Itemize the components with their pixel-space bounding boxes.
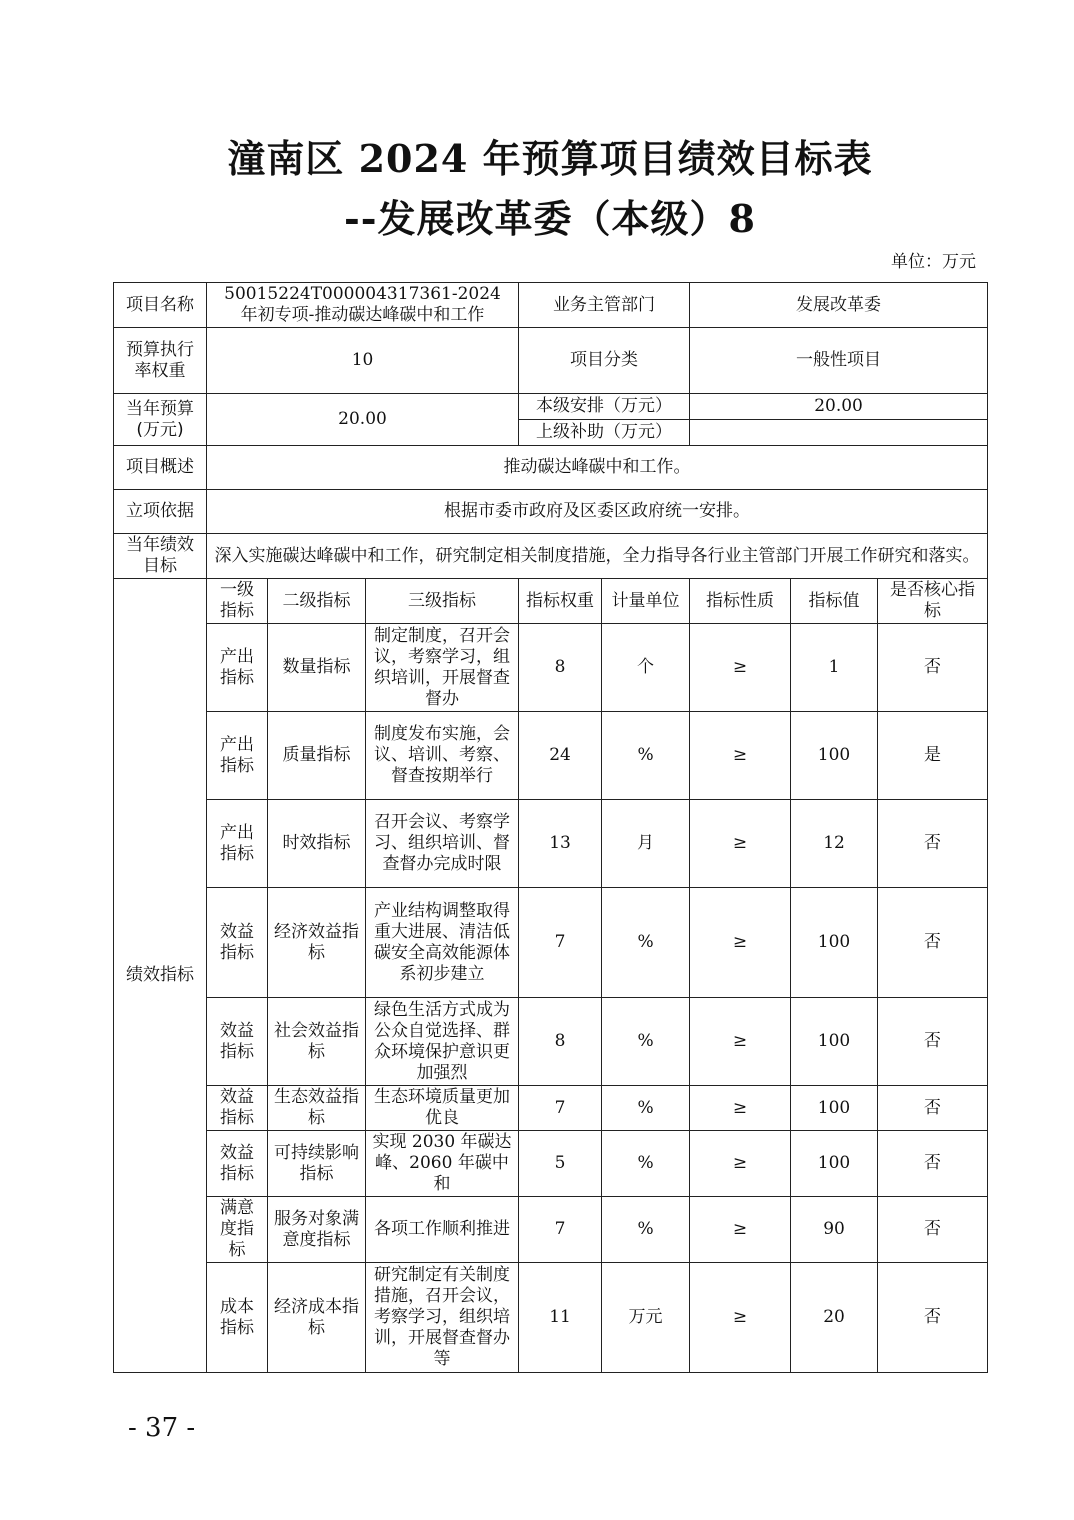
row-level3: 各项工作顺利推进 — [366, 1197, 519, 1263]
row-weight: 13 — [519, 800, 602, 888]
header-unit: 计量单位 — [602, 579, 690, 624]
table-row — [114, 1197, 988, 1263]
row-unit: % — [602, 1197, 690, 1263]
row-value: 100 — [791, 1086, 878, 1131]
category-value: 一般性项目 — [690, 328, 988, 394]
row-level1: 满意度指标 — [207, 1197, 268, 1263]
row-value: 100 — [791, 1131, 878, 1197]
row-level3: 制度发布实施，会议、培训、考察、督查按期举行 — [366, 712, 519, 800]
row-nature: ≥ — [690, 1263, 791, 1373]
row-core: 否 — [878, 1131, 988, 1197]
page-number: - 37 - — [128, 1413, 196, 1443]
table-row — [114, 1131, 988, 1197]
row-value: 20 — [791, 1263, 878, 1373]
local-value: 20.00 — [690, 394, 988, 420]
row-nature: ≥ — [690, 1086, 791, 1131]
weight-label: 预算执行率权重 — [114, 328, 207, 394]
row-unit: 个 — [602, 624, 690, 712]
row-level2: 服务对象满意度指标 — [268, 1197, 366, 1263]
budget-label: 当年预算(万元) — [114, 394, 207, 446]
table-row — [114, 998, 988, 1086]
row-level2: 社会效益指标 — [268, 998, 366, 1086]
header-level1: 一级指标 — [207, 579, 268, 624]
header-weight: 指标权重 — [519, 579, 602, 624]
row-level1: 效益指标 — [207, 1131, 268, 1197]
row-level1: 效益指标 — [207, 1086, 268, 1131]
table-row — [114, 624, 988, 712]
row-level2: 数量指标 — [268, 624, 366, 712]
row-level1: 产出指标 — [207, 712, 268, 800]
row-unit: 月 — [602, 800, 690, 888]
goal-label: 当年绩效目标 — [114, 534, 207, 579]
row-unit: % — [602, 712, 690, 800]
page-title-line2: --发展改革委（本级）8 — [344, 196, 756, 241]
row-level1: 效益指标 — [207, 998, 268, 1086]
table-row — [114, 888, 988, 998]
project-name-label: 项目名称 — [114, 283, 207, 328]
row-level1: 产出指标 — [207, 624, 268, 712]
row-nature: ≥ — [690, 800, 791, 888]
row-weight: 7 — [519, 888, 602, 998]
row-level3: 绿色生活方式成为公众自觉选择、群众环境保护意识更加强烈 — [366, 998, 519, 1086]
category-label: 项目分类 — [519, 328, 690, 394]
row-unit: % — [602, 998, 690, 1086]
header-level2: 二级指标 — [268, 579, 366, 624]
row-level3: 制定制度，召开会议，考察学习，组织培训，开展督查督办 — [366, 624, 519, 712]
row-level2: 可持续影响指标 — [268, 1131, 366, 1197]
row-value: 100 — [791, 888, 878, 998]
project-name-value: 50015224T000004317361-2024 年初专项-推动碳达峰碳中和工作 — [207, 283, 519, 328]
row-nature: ≥ — [690, 888, 791, 998]
basis-value: 根据市委市政府及区委区政府统一安排。 — [207, 490, 988, 534]
row-core: 否 — [878, 1086, 988, 1131]
header-value: 指标值 — [791, 579, 878, 624]
row-weight: 7 — [519, 1197, 602, 1263]
row-level2: 质量指标 — [268, 712, 366, 800]
row-nature: ≥ — [690, 998, 791, 1086]
row-unit: % — [602, 888, 690, 998]
dept-value: 发展改革委 — [690, 283, 988, 328]
performance-table — [113, 282, 988, 1373]
row-unit: % — [602, 1131, 690, 1197]
upper-value — [690, 420, 988, 446]
row-level3: 生态环境质量更加优良 — [366, 1086, 519, 1131]
row-level3: 产业结构调整取得重大进展、清洁低碳安全高效能源体系初步建立 — [366, 888, 519, 998]
row-level1: 效益指标 — [207, 888, 268, 998]
row-level2: 经济成本指标 — [268, 1263, 366, 1373]
budget-value: 20.00 — [207, 394, 519, 446]
local-label: 本级安排（万元） — [519, 394, 690, 420]
table-row — [114, 712, 988, 800]
row-core: 否 — [878, 998, 988, 1086]
row-level2: 经济效益指标 — [268, 888, 366, 998]
weight-value: 10 — [207, 328, 519, 394]
row-level1: 成本指标 — [207, 1263, 268, 1373]
row-core: 否 — [878, 624, 988, 712]
row-weight: 8 — [519, 998, 602, 1086]
row-value: 90 — [791, 1197, 878, 1263]
row-level2: 生态效益指标 — [268, 1086, 366, 1131]
dept-label: 业务主管部门 — [519, 283, 690, 328]
row-weight: 8 — [519, 624, 602, 712]
row-value: 12 — [791, 800, 878, 888]
row-unit: 万元 — [602, 1263, 690, 1373]
header-level3: 三级指标 — [366, 579, 519, 624]
row-level2: 时效指标 — [268, 800, 366, 888]
row-core: 否 — [878, 1197, 988, 1263]
table-row — [114, 800, 988, 888]
row-value: 1 — [791, 624, 878, 712]
row-core: 否 — [878, 800, 988, 888]
row-value: 100 — [791, 998, 878, 1086]
upper-label: 上级补助（万元） — [519, 420, 690, 446]
header-nature: 指标性质 — [690, 579, 791, 624]
row-unit: % — [602, 1086, 690, 1131]
row-level3: 实现 2030 年碳达峰、2060 年碳中和 — [366, 1131, 519, 1197]
table-row — [114, 1263, 988, 1373]
row-value: 100 — [791, 712, 878, 800]
row-level3: 研究制定有关制度措施，召开会议，考察学习，组织培训，开展督查督办等 — [366, 1263, 519, 1373]
unit-label: 单位：万元 — [891, 252, 976, 272]
row-level3: 召开会议、考察学习、组织培训、督查督办完成时限 — [366, 800, 519, 888]
row-weight: 5 — [519, 1131, 602, 1197]
header-core: 是否核心指标 — [878, 579, 988, 624]
row-nature: ≥ — [690, 1197, 791, 1263]
row-weight: 11 — [519, 1263, 602, 1373]
row-core: 是 — [878, 712, 988, 800]
page-title-line1: 潼南区 2024 年预算项目绩效目标表 — [227, 136, 873, 181]
table-row — [114, 1086, 988, 1131]
row-nature: ≥ — [690, 712, 791, 800]
row-weight: 7 — [519, 1086, 602, 1131]
indicator-section-label: 绩效指标 — [114, 579, 207, 1373]
row-nature: ≥ — [690, 1131, 791, 1197]
row-nature: ≥ — [690, 624, 791, 712]
overview-value: 推动碳达峰碳中和工作。 — [207, 446, 988, 490]
row-weight: 24 — [519, 712, 602, 800]
overview-label: 项目概述 — [114, 446, 207, 490]
row-level1: 产出指标 — [207, 800, 268, 888]
basis-label: 立项依据 — [114, 490, 207, 534]
row-core: 否 — [878, 1263, 988, 1373]
row-core: 否 — [878, 888, 988, 998]
goal-value: 深入实施碳达峰碳中和工作，研究制定相关制度措施，全力指导各行业主管部门开展工作研究和落实。 — [207, 534, 988, 579]
